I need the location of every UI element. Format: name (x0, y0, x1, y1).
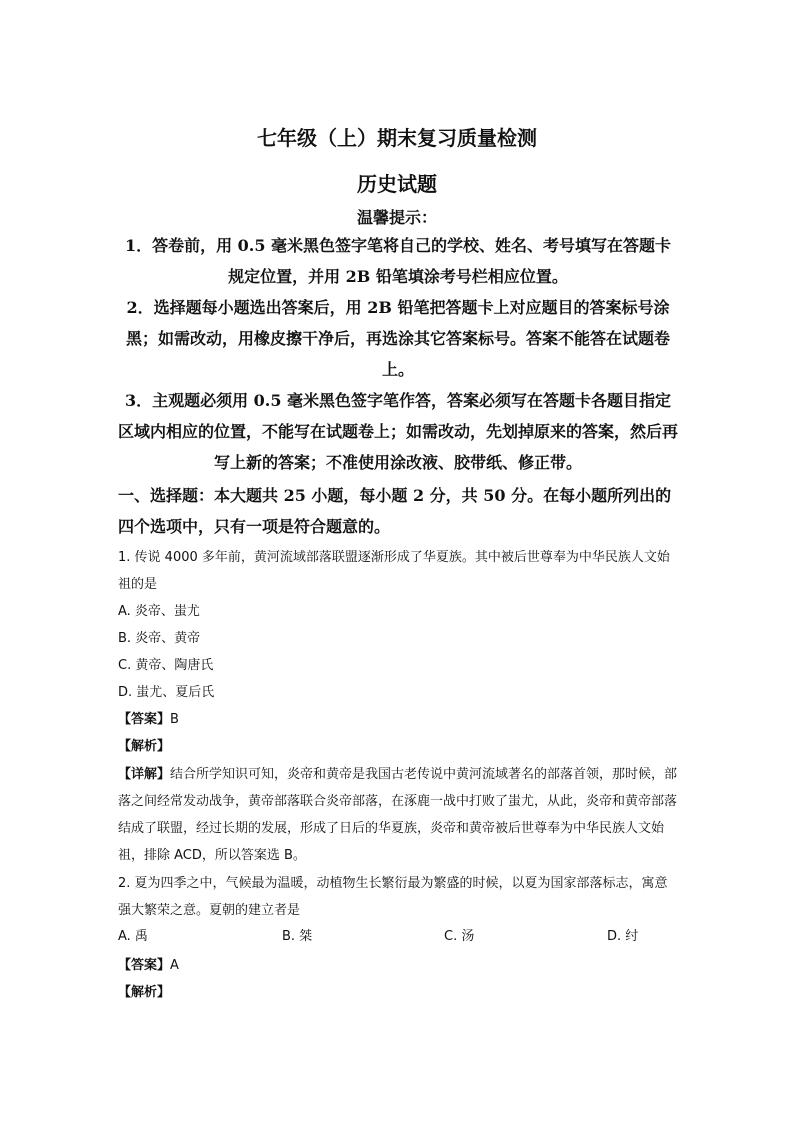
notice-item-3: 3．主观题必须用 0.5 毫米黑色签字笔作答，答案必须写在答题卡各题目指定区域内相应的位置，不能写在试题卷上；如需改动，先划掉原来的答案，然后再写上新的答案；不准使用涂改液、胶带纸、修正带。 (118, 391, 679, 472)
question-1-option-a: A. 炎帝、蚩尤 (118, 604, 200, 619)
detail-text: 结合所学知识可知，炎帝和黄帝是我国古老传说中黄河流域著名的部落首领，那时候，部落之间经常发动战争，黄帝部落联合炎帝部落，在涿鹿一战中打败了蚩尤，从此，炎帝和黄帝部落结成了联盟，经过长期的发展，形成了日后的华夏族，炎帝和黄帝被后世尊奉为中华民族人文始祖，排除 ACD，所以答案选 B。 (118, 767, 678, 863)
question-2-answer (118, 952, 179, 979)
notice-item-2: 2．选择题每小题选出答案后，用 2B 铅笔把答题卡上对应题目的答案标号涂黑；如需改动，用橡皮擦干净后，再选涂其它答案标号。答案不能答在试题卷上。 (125, 298, 670, 379)
answer-label: 【答案】 (118, 712, 171, 727)
notice-label: 温馨提示： (356, 208, 437, 227)
question-2-stem: 2. 夏为四季之中，气候最为温暖，动植物生长繁衍最为繁盛的时候，以夏为国家部落标志，寓意强大繁荣之意。夏朝的建立者是 (118, 876, 668, 918)
answer-label: 【答案】 (118, 958, 171, 973)
question-2-option-a: A. 禹 (118, 929, 148, 944)
question-2-option-c: C. 汤 (444, 929, 475, 944)
question-1-detail (118, 761, 678, 869)
question-1-stem: 1. 传说 4000 多年前，黄河流域部落联盟逐渐形成了华夏族。其中被后世尊奉为中华民族人文始祖的是 (118, 550, 670, 592)
exam-subtitle: 历史试题 (357, 172, 437, 196)
answer-value: A (170, 958, 179, 973)
question-2-analysis-label: 【解析】 (118, 985, 171, 1000)
question-2-option-b: B. 桀 (282, 929, 313, 944)
notice-item-1: 1．答卷前，用 0.5 毫米黑色签字笔将自己的学校、姓名、考号填写在答题卡规定位置，并用 2B 铅笔填涂考号栏相应位置。 (124, 236, 672, 286)
question-1-option-d: D. 蚩尤、夏后氏 (118, 685, 215, 700)
question-1-option-c: C. 黄帝、陶唐氏 (118, 658, 214, 673)
question-2-option-d: D. 纣 (607, 929, 639, 944)
detail-label: 【详解】 (118, 767, 171, 782)
section-heading: 一、选择题：本大题共 25 小题，每小题 2 分，共 50 分。在每小题所列出的四个选项中，只有一项是符合题意的。 (118, 486, 672, 536)
question-1-answer (118, 706, 179, 733)
question-1-analysis-label: 【解析】 (118, 739, 171, 754)
question-1-option-b: B. 炎帝、黄帝 (118, 631, 201, 646)
exam-title: 七年级（上）期末复习质量检测 (257, 126, 537, 150)
answer-value: B (170, 712, 179, 727)
